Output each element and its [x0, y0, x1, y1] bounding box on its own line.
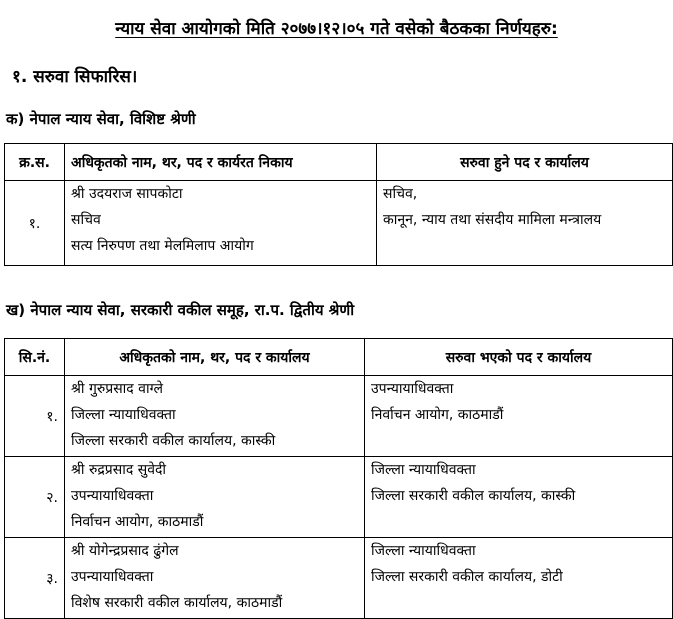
header-officer: अधिकृतको नाम, थर, पद र कार्यालय — [65, 339, 365, 376]
row-serial: १. — [5, 376, 65, 457]
header-transfer: सरुवा भएको पद र कार्यालय — [365, 339, 673, 376]
officer-post: जिल्ला न्यायाधिवक्ता — [71, 407, 176, 423]
part-b-label: ख) नेपाल न्याय सेवा, सरकारी वकील समूह, रा.प. द्वितीय श्रेणी — [6, 301, 355, 319]
transfer-office: जिल्ला सरकारी वकील कार्यालय, कास्की — [371, 488, 576, 504]
table-part-b — [4, 338, 673, 619]
officer-name: श्री गुरुप्रसाद वाग्ले — [71, 381, 164, 397]
officer-cell — [65, 376, 365, 457]
header-transfer: सरुवा हुने पद र कार्यालय — [377, 144, 673, 181]
officer-name: श्री उदयराज सापकोटा — [71, 186, 183, 202]
row-serial: ३. — [5, 538, 65, 619]
officer-post: उपन्यायाधिवक्ता — [71, 488, 154, 504]
table-row — [5, 181, 673, 266]
officer-cell — [65, 538, 365, 619]
row-serial: १. — [5, 181, 65, 266]
page-title: न्याय सेवा आयोगको मिति २०७७।१२।०५ गते वसेको बैठकका निर्णयहरु: — [115, 19, 558, 39]
table-part-a — [4, 143, 673, 266]
officer-name: श्री योगेन्द्रप्रसाद ढुंगेल — [71, 543, 179, 559]
transfer-post: जिल्ला न्यायाधिवक्ता — [371, 462, 476, 478]
transfer-cell — [365, 457, 673, 538]
officer-office: जिल्ला सरकारी वकील कार्यालय, कास्की — [71, 433, 276, 449]
officer-cell — [65, 457, 365, 538]
officer-cell — [65, 181, 377, 266]
officer-office: सत्य निरुपण तथा मेलमिलाप आयोग — [71, 238, 254, 254]
header-serial: सि.नं. — [5, 339, 65, 376]
transfer-office: कानून, न्याय तथा संसदीय मामिला मन्त्रालय — [383, 212, 602, 228]
table-row — [5, 538, 673, 619]
table-row — [5, 376, 673, 457]
transfer-office: जिल्ला सरकारी वकील कार्यालय, डोटी — [371, 569, 563, 585]
table-header-row — [5, 144, 673, 181]
section-heading: १. सरुवा सिफारिस। — [12, 67, 138, 87]
officer-office: निर्वाचन आयोग, काठमाडौं — [71, 514, 204, 530]
transfer-cell — [365, 538, 673, 619]
table-row — [5, 457, 673, 538]
transfer-cell — [365, 376, 673, 457]
header-serial: क्र.स. — [5, 144, 65, 181]
officer-name: श्री रुद्रप्रसाद सुवेदी — [71, 462, 167, 478]
officer-post: उपन्यायाधिवक्ता — [71, 569, 154, 585]
transfer-post: जिल्ला न्यायाधिवक्ता — [371, 543, 476, 559]
officer-office: विशेष सरकारी वकील कार्यालय, काठमाडौं — [71, 595, 283, 611]
header-officer: अधिकृतको नाम, थर, पद र कार्यरत निकाय — [65, 144, 377, 181]
row-serial: २. — [5, 457, 65, 538]
transfer-cell — [377, 181, 673, 266]
transfer-post: सचिव, — [383, 186, 418, 202]
transfer-post: उपन्यायाधिवक्ता — [371, 381, 454, 397]
table-header-row — [5, 339, 673, 376]
part-a-label: क) नेपाल न्याय सेवा, विशिष्ट श्रेणी — [6, 110, 196, 128]
officer-post: सचिव — [71, 212, 101, 228]
transfer-office: निर्वाचन आयोग, काठमाडौं — [371, 407, 504, 423]
